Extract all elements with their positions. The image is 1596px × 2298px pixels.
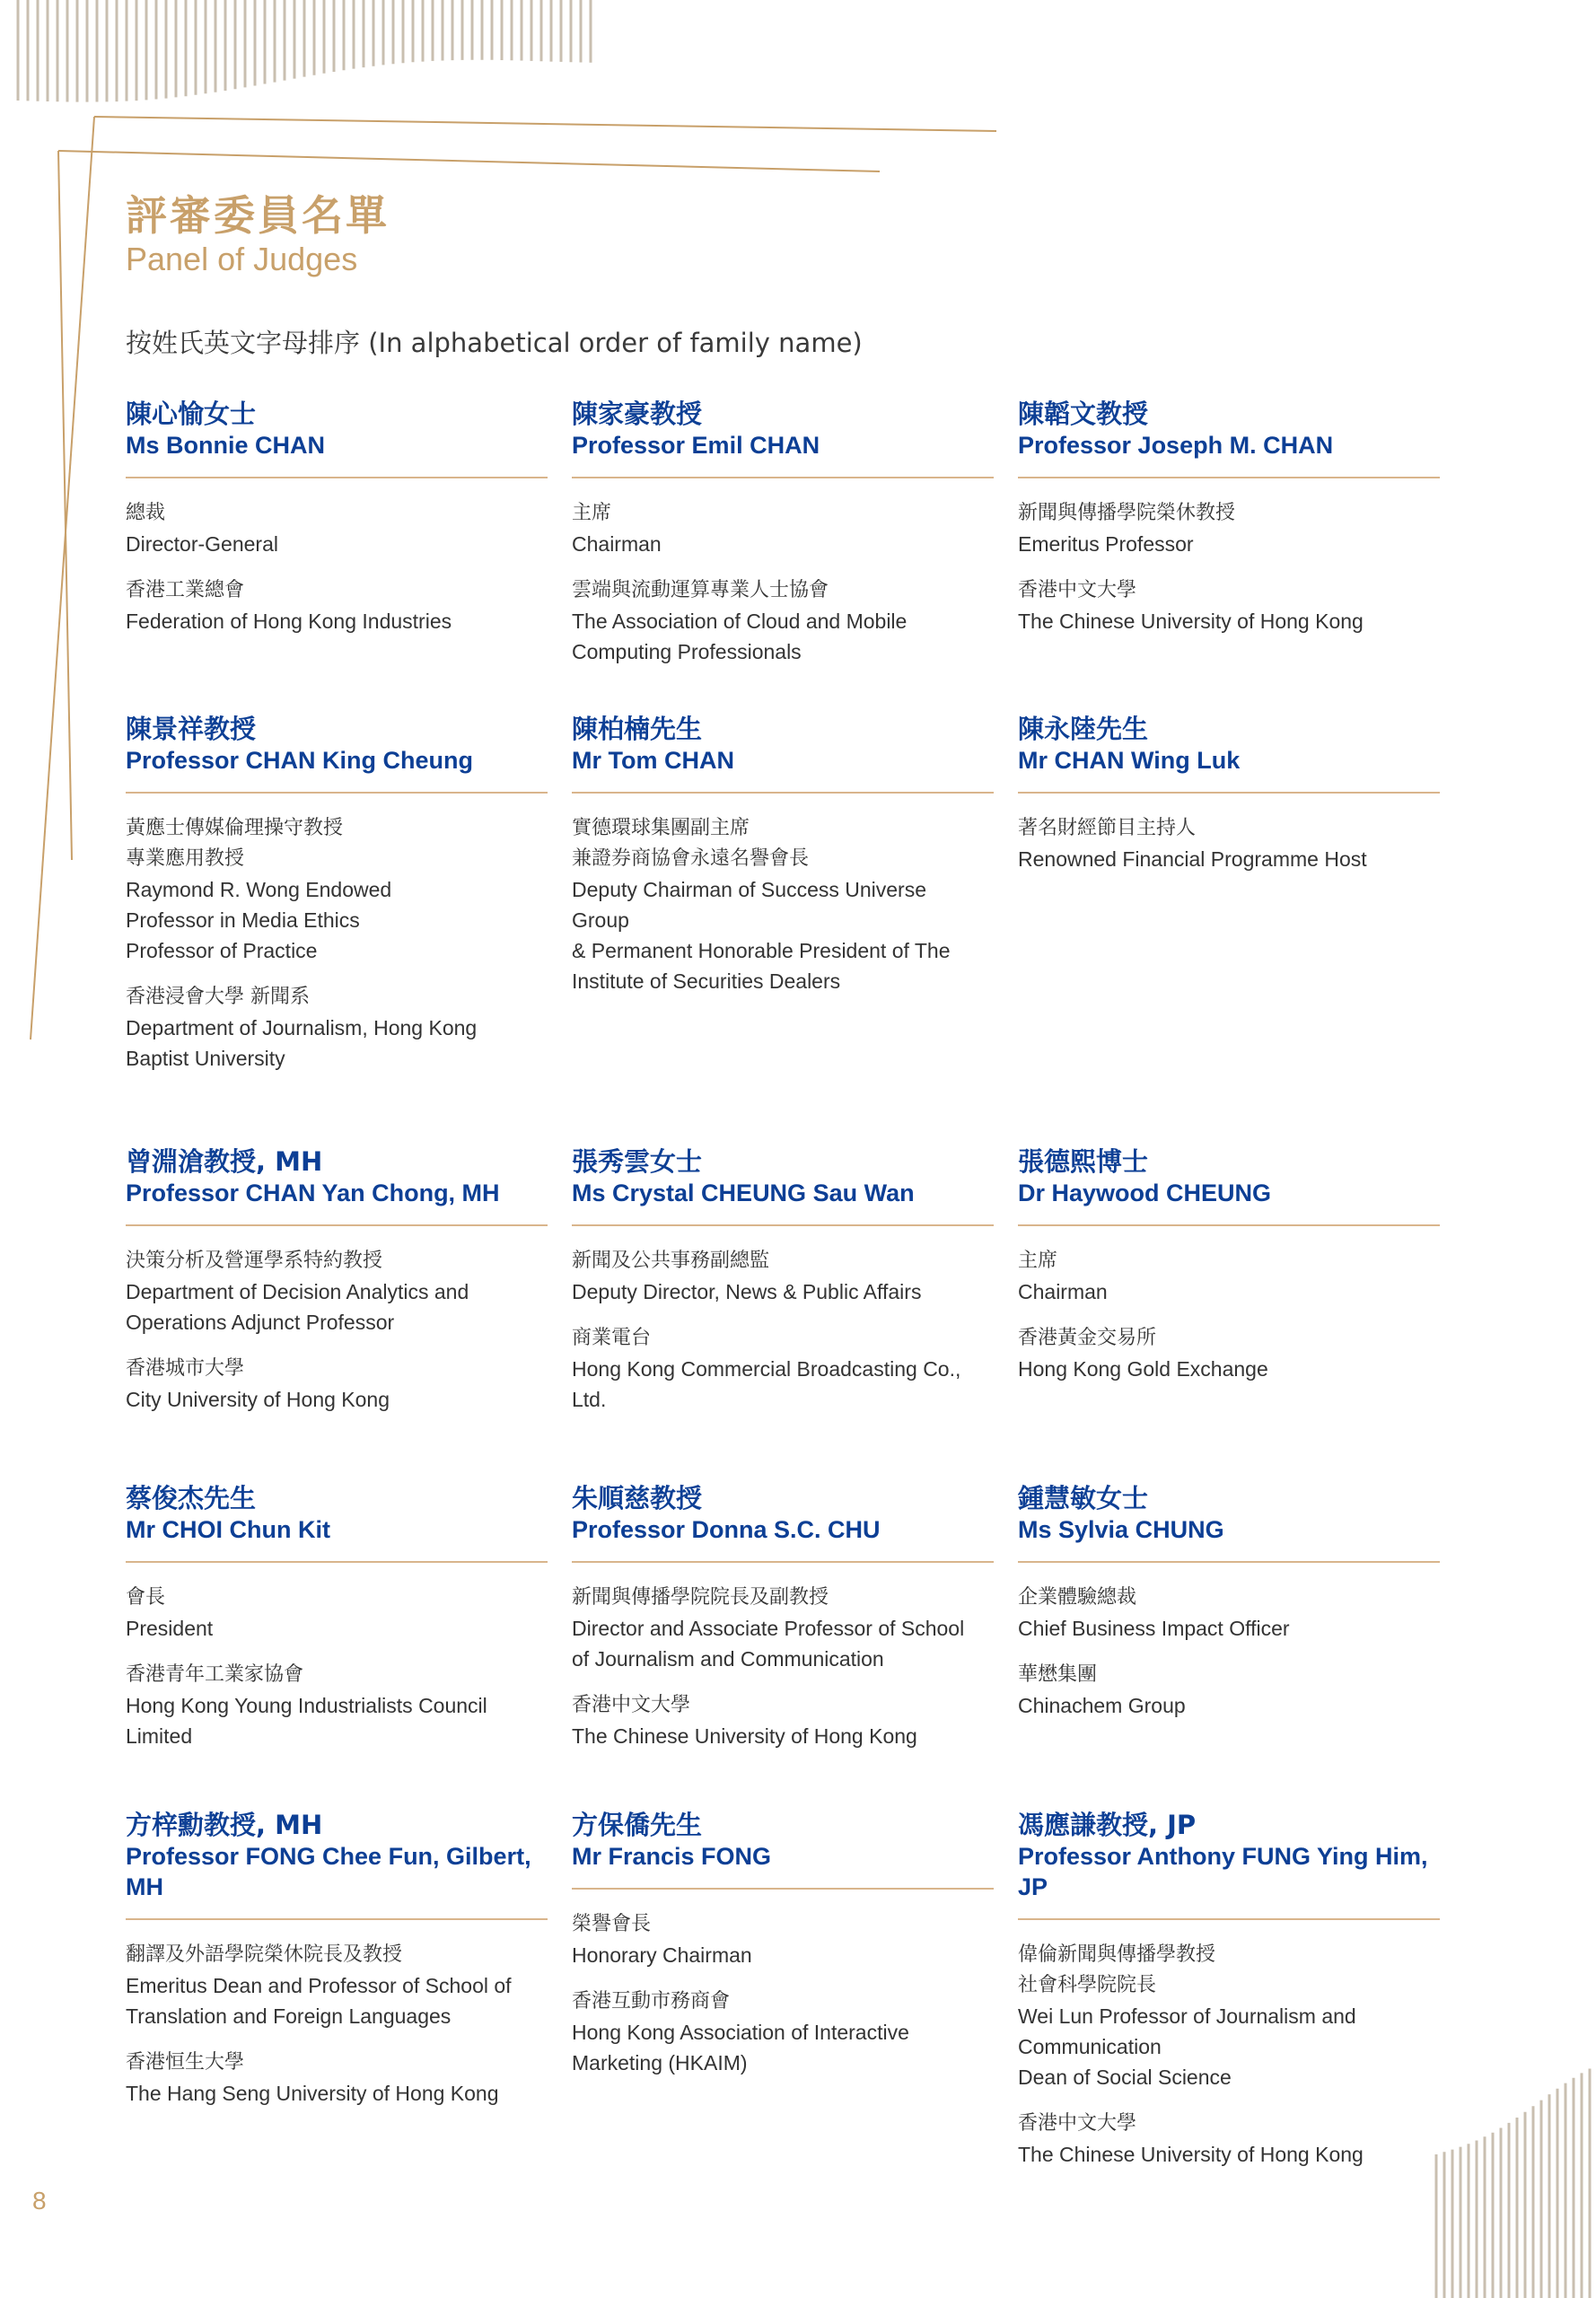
judge-entry	[1018, 714, 1440, 890]
judge-detail-line: Professor of Practice	[126, 939, 318, 962]
judge-detail-block	[126, 2048, 548, 2109]
judge-entry	[126, 1146, 548, 1431]
judge-name-chinese: 陳永陸先生	[1018, 714, 1149, 744]
judge-name-chinese: 張秀雲女士	[572, 1146, 703, 1177]
judge-detail-line: City University of Hong Kong	[126, 1388, 390, 1411]
judge-detail-block	[1018, 1940, 1440, 2092]
judge-entry	[126, 1810, 548, 2125]
judge-entry	[1018, 1483, 1440, 1737]
judge-detail-line: Deputy Chairman of Success Universe	[572, 878, 926, 901]
judge-detail-block	[572, 1323, 994, 1415]
judge-detail-line: 香港中文大學	[572, 1694, 691, 1716]
judge-entry	[572, 1483, 994, 1767]
judge-detail-line: Operations Adjunct Professor	[126, 1311, 395, 1334]
judge-name-english: Professor Anthony FUNG Ying Him, JP	[1018, 1843, 1428, 1900]
judge-detail-line: 黃應士傳媒倫理操守教授	[126, 817, 344, 839]
judge-detail-line: 香港中文大學	[1018, 579, 1137, 601]
judge-detail-line: The Chinese University of Hong Kong	[1018, 610, 1364, 633]
judge-name-english: Professor Donna S.C. CHU	[572, 1516, 881, 1543]
judge-detail-line: Group	[572, 908, 629, 932]
judge-detail-line: The Chinese University of Hong Kong	[572, 1724, 917, 1748]
judge-detail-line: The Association of Cloud and Mobile	[572, 610, 908, 633]
judge-detail-line: Director and Associate Professor of School	[572, 1617, 965, 1640]
judge-detail-block	[1018, 1660, 1440, 1721]
divider	[1018, 1918, 1440, 1920]
judge-detail-block	[126, 1660, 548, 1751]
judge-detail-line: 專業應用教授	[126, 847, 245, 870]
judge-detail-line: 實德環球集團副主席	[572, 817, 750, 839]
judge-detail-block	[126, 813, 548, 966]
judge-detail-line: Federation of Hong Kong Industries	[126, 610, 452, 633]
judge-detail-line: 香港城市大學	[126, 1357, 245, 1380]
judge-detail-line: The Hang Seng University of Hong Kong	[126, 2082, 499, 2105]
divider	[126, 477, 548, 478]
judge-name-english: Mr CHOI Chun Kit	[126, 1516, 330, 1543]
judge-detail-block	[1018, 2109, 1440, 2170]
page-number: 8	[32, 2187, 47, 2215]
judge-detail-block	[572, 1583, 994, 1674]
judge-name-english: Professor Joseph M. CHAN	[1018, 432, 1334, 459]
divider	[126, 792, 548, 794]
judge-name-chinese: 方梓勳教授, MH	[126, 1810, 323, 1840]
judge-detail-line: 華懋集團	[1018, 1663, 1098, 1686]
judge-name-chinese: 曾淵滄教授, MH	[126, 1146, 323, 1177]
judge-name-chinese: 張德熙博士	[1018, 1146, 1149, 1177]
judge-entry	[572, 1810, 994, 2094]
judge-detail-line: Chief Business Impact Officer	[1018, 1617, 1290, 1640]
judge-name-chinese: 陳家豪教授	[572, 399, 703, 429]
judge-detail-line: 總裁	[126, 502, 166, 524]
judge-detail-line: Chairman	[1018, 1280, 1108, 1303]
judge-detail-line: & Permanent Honorable President of The	[572, 939, 951, 962]
judge-entry	[572, 714, 994, 1013]
divider	[1018, 792, 1440, 794]
judge-detail-line: Wei Lun Professor of Journalism and	[1018, 2004, 1356, 2028]
judge-entry	[126, 1483, 548, 1767]
judge-detail-line: 翻譯及外語學院榮休院長及教授	[126, 1943, 403, 1966]
divider	[1018, 1561, 1440, 1563]
judge-entry	[572, 1146, 994, 1431]
judge-detail-line: 香港恒生大學	[126, 2051, 245, 2074]
judge-detail-line: 新聞及公共事務副總監	[572, 1250, 770, 1272]
judge-detail-block	[1018, 1323, 1440, 1384]
judge-name-chinese: 蔡俊杰先生	[126, 1483, 257, 1513]
divider	[572, 1224, 994, 1226]
judge-name-english: Professor CHAN King Cheung	[126, 747, 474, 774]
judge-detail-line: Marketing (HKAIM)	[572, 2051, 748, 2074]
judge-detail-block	[126, 1583, 548, 1644]
judge-name-chinese: 陳柏楠先生	[572, 714, 703, 744]
judge-detail-line: Hong Kong Young Industrialists Council	[126, 1694, 487, 1717]
judge-detail-line: Raymond R. Wong Endowed	[126, 878, 392, 901]
judge-detail-block	[1018, 813, 1440, 874]
judge-detail-block	[572, 1987, 994, 2078]
judge-detail-block	[572, 1690, 994, 1751]
judge-name-chinese: 陳韜文教授	[1018, 399, 1149, 429]
judge-detail-line: 主席	[572, 502, 612, 524]
judge-detail-line: Chinachem Group	[1018, 1694, 1186, 1717]
judge-detail-line: Translation and Foreign Languages	[126, 2004, 452, 2028]
judge-detail-block	[572, 1909, 994, 1970]
page-title-english: Panel of Judges	[126, 241, 358, 277]
judge-detail-line: Hong Kong Association of Interactive	[572, 2021, 909, 2044]
judge-detail-line: Emeritus Dean and Professor of School of	[126, 1974, 512, 1997]
judge-detail-line: 榮譽會長	[572, 1913, 652, 1935]
judge-detail-line: Hong Kong Commercial Broadcasting Co.,	[572, 1357, 961, 1381]
judge-name-english: Ms Crystal CHEUNG Sau Wan	[572, 1180, 915, 1206]
judge-detail-block	[126, 1940, 548, 2031]
judge-name-english: Mr Francis FONG	[572, 1843, 772, 1870]
judge-detail-line: 偉倫新聞與傳播學教授	[1018, 1943, 1216, 1966]
judge-detail-line: President	[126, 1617, 214, 1640]
judge-detail-line: 香港浸會大學 新聞系	[126, 986, 310, 1008]
judge-detail-block	[126, 575, 548, 636]
judge-name-chinese: 陳心愉女士	[126, 399, 257, 429]
judge-name-english: Ms Bonnie CHAN	[126, 432, 325, 459]
judge-detail-line: Emeritus Professor	[1018, 532, 1194, 556]
judge-detail-line: Ltd.	[572, 1388, 607, 1411]
judge-name-english: Ms Sylvia CHUNG	[1018, 1516, 1224, 1543]
sort-order-note: 按姓氏英文字母排序 (In alphabetical order of family name)	[126, 328, 863, 358]
divider	[572, 477, 994, 478]
judge-detail-line: 新聞與傳播學院榮休教授	[1018, 502, 1236, 524]
judge-detail-block	[126, 1246, 548, 1338]
page-title-chinese: 評審委員名單	[126, 191, 390, 240]
judge-detail-line: 兼證券商協會永遠名譽會長	[572, 847, 810, 870]
judge-detail-line: Dean of Social Science	[1018, 2066, 1232, 2089]
judge-entry	[1018, 1810, 1440, 2186]
judge-detail-block	[1018, 1583, 1440, 1644]
judge-name-chinese: 馮應謙教授, JP	[1018, 1810, 1197, 1840]
judge-detail-line: Department of Decision Analytics and	[126, 1280, 469, 1303]
judge-entry	[126, 399, 548, 653]
judge-detail-line: 香港中文大學	[1018, 2112, 1137, 2135]
bottom-stripe-pattern	[1436, 2069, 1590, 2298]
divider	[126, 1561, 548, 1563]
judge-detail-line: Deputy Director, News & Public Affairs	[572, 1280, 922, 1303]
judge-entry	[126, 714, 548, 1090]
judge-detail-block	[1018, 498, 1440, 559]
judge-detail-block	[572, 813, 994, 996]
judge-detail-line: 社會科學院院長	[1018, 1974, 1157, 1996]
judge-detail-block	[572, 498, 994, 559]
judge-detail-line: Baptist University	[126, 1047, 285, 1070]
judge-detail-line: Limited	[126, 1724, 193, 1748]
judge-entry	[572, 399, 994, 683]
divider	[126, 1224, 548, 1226]
judge-name-english: Professor Emil CHAN	[572, 432, 820, 459]
judge-detail-block	[1018, 1246, 1440, 1307]
divider	[572, 792, 994, 794]
judge-detail-line: 商業電台	[572, 1327, 652, 1349]
judge-name-chinese: 朱順慈教授	[572, 1483, 703, 1513]
judge-detail-line: 香港青年工業家協會	[126, 1663, 304, 1686]
judge-name-english: Mr Tom CHAN	[572, 747, 734, 774]
divider	[572, 1888, 994, 1890]
judge-detail-line: Chairman	[572, 532, 662, 556]
judge-entry	[1018, 1146, 1440, 1400]
judge-detail-line: Computing Professionals	[572, 640, 802, 663]
judge-detail-line: 主席	[1018, 1250, 1058, 1272]
judge-entry	[1018, 399, 1440, 653]
judge-detail-block	[572, 575, 994, 667]
judge-detail-line: 香港工業總會	[126, 579, 245, 601]
judge-detail-line: 會長	[126, 1586, 166, 1609]
judge-detail-block	[126, 1354, 548, 1415]
judge-detail-block	[126, 982, 548, 1074]
judge-name-chinese: 鍾慧敏女士	[1018, 1483, 1149, 1513]
judge-name-english: Mr CHAN Wing Luk	[1018, 747, 1241, 774]
judge-detail-line: Communication	[1018, 2035, 1162, 2058]
judge-detail-line: Department of Journalism, Hong Kong	[126, 1016, 478, 1039]
divider	[572, 1561, 994, 1563]
judge-detail-line: Renowned Financial Programme Host	[1018, 847, 1367, 871]
judge-detail-line: 香港黃金交易所	[1018, 1327, 1157, 1349]
judge-detail-line: Honorary Chairman	[572, 1943, 752, 1967]
top-stripe-pattern	[18, 0, 591, 102]
judge-detail-line: The Chinese University of Hong Kong	[1018, 2143, 1364, 2166]
judge-detail-line: Professor in Media Ethics	[126, 908, 360, 932]
judge-name-chinese: 方保僑先生	[572, 1810, 703, 1840]
judge-detail-block	[126, 498, 548, 559]
judge-detail-line: 決策分析及營運學系特約教授	[126, 1250, 383, 1272]
judge-detail-block	[1018, 575, 1440, 636]
judge-detail-line: 新聞與傳播學院院長及副教授	[572, 1586, 829, 1609]
judge-detail-line: 雲端與流動運算專業人士協會	[572, 579, 829, 601]
judge-name-english: Professor CHAN Yan Chong, MH	[126, 1180, 500, 1206]
judge-name-english: Dr Haywood CHEUNG	[1018, 1180, 1272, 1206]
judge-name-english: Professor FONG Chee Fun, Gilbert, MH	[126, 1843, 531, 1900]
judge-detail-line: Director-General	[126, 532, 278, 556]
judge-detail-block	[572, 1246, 994, 1307]
divider	[126, 1918, 548, 1920]
judge-detail-line: Hong Kong Gold Exchange	[1018, 1357, 1268, 1381]
divider	[1018, 477, 1440, 478]
judge-detail-line: 香港互動市務商會	[572, 1990, 731, 2013]
judge-detail-line: Institute of Securities Dealers	[572, 969, 841, 993]
judge-name-chinese: 陳景祥教授	[126, 714, 257, 744]
judge-detail-line: 著名財經節目主持人	[1018, 817, 1197, 839]
divider	[1018, 1224, 1440, 1226]
judge-detail-line: 企業體驗總裁	[1018, 1586, 1137, 1609]
judge-detail-line: of Journalism and Communication	[572, 1647, 884, 1671]
